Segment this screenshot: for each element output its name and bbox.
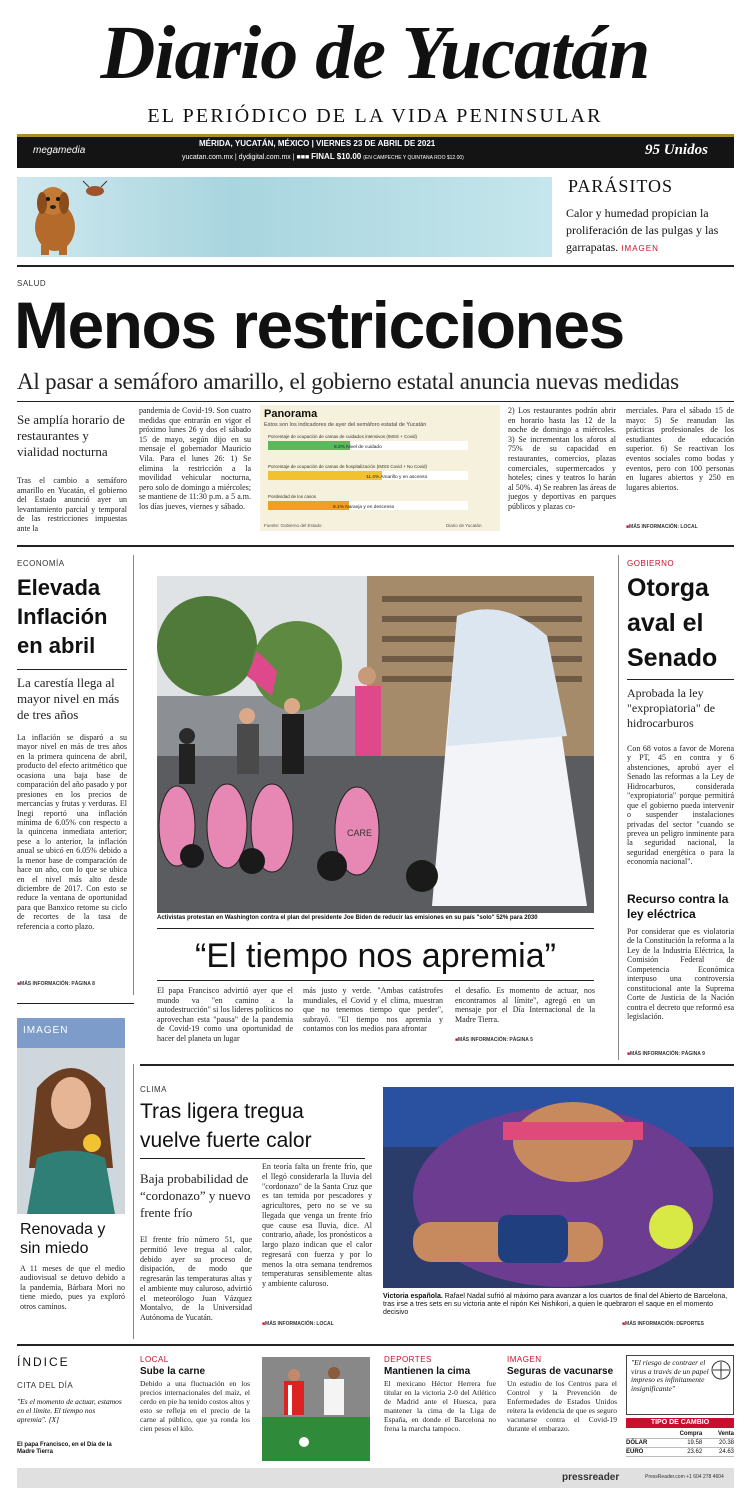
imagen-headline[interactable]: Renovada y sin miedo (20, 1221, 106, 1257)
economia-deck: La carestía llega al mayor nivel en más de tres años (17, 675, 120, 722)
sites[interactable]: yucatan.com.mx | dydigital.com.mx | (182, 154, 295, 161)
chart-value-label: 8.1% Naranja y en descenso (333, 505, 395, 510)
clima-more-link[interactable]: ■ MÁS INFORMACIÓN: LOCAL (262, 1321, 334, 1327)
sports-caption-bold: Victoria española. (383, 1293, 443, 1300)
protest-photo-illustration (157, 576, 594, 913)
local-head[interactable]: Sube la carne (140, 1366, 206, 1377)
soccer-photo[interactable] (262, 1357, 370, 1461)
climate-headline[interactable]: “El tiempo nos apremia” (195, 937, 556, 975)
panorama-chart (260, 405, 500, 531)
chart-plot (260, 431, 500, 521)
lead-col2: pandemia de Covid-19. Son cuatro medidas que entrarán en vigor el próximo lunes 26 y dos el sábado 15 de mayo, según dijo en su mensaje el gobernador Mauricio Vila. Para el lunes 26: 1) Se elimina la restricción a la movilidad vehicular nocturna, pero solo de domingo a miércoles; se mantiene de 11:30 p.m. a 5 a.m. los días jueves, viernes y sábado. (139, 406, 251, 511)
divider (17, 1344, 734, 1346)
climate-col1: El papa Francisco advirtió ayer que el mundo va "en camino a la autodestrucción" si los líderes políticos no aprovechan esta "pausa" de la pandemia de Covid-19 como una oportunidad de hacer del planeta un lugar (157, 986, 293, 1043)
fx-row (626, 1448, 734, 1457)
gobierno-kicker: GOBIERNO (627, 559, 675, 568)
pressreader-logo[interactable]: pressreader (562, 1472, 620, 1483)
fx-table (626, 1430, 734, 1457)
price-note: (EN CAMPECHE Y QUINTANA ROO $12.00) (363, 155, 464, 161)
gobierno-body2: Por considerar que es violatoria de la Constitución la reforma a la Ley de la Industria Eléctrica, la Comisión Federal de Competencia Económica interpuso una controversia constitucional ante la Suprema Corte de Justicia de la Nación contra el decreto que reformó esa legislación. (627, 927, 734, 1021)
gobierno-more-link[interactable]: ■ MÁS INFORMACIÓN: PÁGINA 9 (627, 1051, 705, 1057)
lead-col4: merciales. Para el sábado 15 de mayo: 5) Se reanudan las prácticas profesionales de los estudiantes de educación superior. 6) Se reactivan los eventos sociales como bodas y eventos, pero con 100 personas en lugares abiertos y 250 en lugares abiertos. (626, 406, 734, 492)
climate-col3: el desafío. Es momento de actuar, nos encontramos al límite", agregó en un mensaje por el Día Internacional de la Madre Tierra. (455, 986, 595, 1024)
climate-col2: más justo y verde. "Ambas catástrofes mundiales, el Covid y el clima, muestran que no tenemos tiempo que perder", subrayó. "El tiempo nos apremia y contamos con los medios para afrontar (303, 986, 443, 1034)
price: FINAL $10.00 (311, 152, 362, 161)
fx-cell: DÓLAR (626, 1440, 648, 1446)
chart-footer-right: Diario de Yucatán (446, 523, 482, 528)
masthead-bar (17, 134, 734, 168)
fx-header-row (626, 1430, 734, 1439)
tennis-photo-illustration (383, 1087, 734, 1288)
dog-icon (17, 177, 127, 257)
imagen-footer-text: Un estudio de los Centros para el Control y la Prevención de Enfermedades de Estados Unidos reitera la evidencia de que es seguro vacunarse contra el Covid-19 durante el embarazo. (507, 1379, 617, 1433)
dateline: MÉRIDA, YUCATÁN, MÉXICO | VIERNES 23 DE ABRIL DE 2021 (199, 139, 436, 148)
imagen-label: IMAGEN (23, 1025, 69, 1036)
divider (157, 928, 594, 929)
fx-cell: 24.63 (718, 1449, 734, 1455)
divider (618, 555, 619, 1060)
deportes-label: DEPORTES (384, 1355, 432, 1364)
who-logo-icon (711, 1360, 731, 1380)
chart-category-label: Porcentaje de ocupación de camas de hospitalización (IMSS Covid + No Covid) (268, 464, 427, 469)
masthead-tagline: EL PERIÓDICO DE LA VIDA PENINSULAR (147, 105, 603, 127)
chart-subtitle: Estos son los indicadores de ayer del semáforo estatal de Yucatán (264, 422, 427, 428)
climate-more-link[interactable]: ■ MÁS INFORMACIÓN: PÁGINA 5 (455, 1037, 533, 1043)
fx-cell: EURO (626, 1449, 644, 1455)
masthead-title: Diario de Yucatán (100, 11, 650, 95)
pressreader-note: PressReader.com +1 604 278 4604 (645, 1474, 724, 1480)
clima-headline[interactable]: Tras ligera tregua vuelve fuerte calor (140, 1100, 312, 1152)
divider (627, 679, 734, 680)
fx-cell: 19.58 (687, 1440, 703, 1446)
divider (17, 545, 734, 547)
imagen-footer-head[interactable]: Seguras de vacunarse (507, 1366, 614, 1377)
divider (157, 980, 594, 981)
divider (133, 555, 134, 995)
flea-icon (86, 186, 104, 196)
sports-photo[interactable] (383, 1087, 734, 1288)
megamedia-logo: megamedia (33, 145, 86, 156)
tennis-ball-icon (649, 1205, 693, 1249)
gobierno-headline[interactable]: Otorga aval el Senado (627, 574, 718, 672)
chart-title: Panorama (264, 408, 318, 420)
sports-caption (383, 1293, 734, 1317)
divider (133, 1064, 134, 1339)
economia-body: La inflación se disparó a su mayor nivel en más de tres años en la primera quincena de abril, producto del efecto aritmético que ocasiona una baja base de comparación del año pasado y por presiones en los precios de mercancías y frutas y verduras. El Inegi reportó una inflación mínima de 6.05% con respecto a la quincena inmediata anterior; pese a lo anterior, la inflación anual se ubicó en 6.05% debido a la menor base de comparación de hace un año, con lo que se ubica en el nivel más alto desde diciembre de 2017. Con esto se reduce la ventana de oportunidad para que Banxico retome su ciclo de recortes de la tasa de referencia a corto plazo. (17, 733, 127, 931)
fx-cell: Compra (679, 1431, 703, 1437)
bottom-strip (17, 1468, 734, 1488)
anniversary-badge: 95 Unidos (645, 142, 708, 158)
divider (17, 1003, 134, 1004)
fx-cell: 23.62 (687, 1449, 703, 1455)
imagen-label-box (17, 1018, 125, 1048)
fx-cell: 20.38 (718, 1440, 734, 1446)
divider (17, 669, 127, 670)
deportes-text: El mexicano Héctor Herrera fue titular en la victoria 2-0 del Atlético de Madrid ante el Huesca, para mantener la cima de la Liga de España, en donde el Barcelona no frena la marcha tampoco. (384, 1379, 496, 1433)
clima-deck: Baja probabilidad de “cordonazo” y nuevo frente frío (140, 1171, 251, 1220)
local-text: Debido a una fluctuación en los precios internacionales del maíz, el cerdo en pie ha tenido costos altos y esto se refleja en el precio de la carne al público, que ya ronda los cien pesos el kilo. (140, 1379, 250, 1433)
sports-caption-text: Rafael Nadal sufrió al máximo para avanzar a los cuartos de final del Abierto de Barcelona, tras irse a tres sets en su victoria ante el nipón Kei Nishikori, a quien le quebraron el saque en el momento decisivo (383, 1293, 728, 1317)
actress-photo-illustration (17, 1048, 125, 1214)
lead-more-link[interactable]: ■ MÁS INFORMACIÓN: LOCAL (626, 524, 698, 530)
lead-col3: 2) Los restaurantes podrán abrir en horario hasta las 12 de la noche de domingo a miércoles. 3) Se incrementan los aforos al 75% de su capacidad en restaurantes, comercios, plazas comerciales, supermercados y hoteles; cines y teatros lo harán al 50%. 4) Se reabren las áreas de juegos y deportivas en parques públicos y plazas co- (508, 406, 616, 511)
who-quote: "El riesgo de contraer el virus a través de un papel impreso es infinitamente insignificante" (631, 1358, 709, 1393)
chart-category-label: Positividad de los casos (268, 494, 317, 499)
quote-label: CITA DEL DÍA (17, 1381, 74, 1390)
exchange-rate-box (626, 1418, 734, 1462)
lead-col1: Tras el cambio a semáforo amarillo en Yucatán, el gobierno del Estado anunció ayer un levantamiento parcial y temporal de las restricciones impuestas ante la (17, 476, 127, 533)
clima-kicker: CLIMA (140, 1085, 167, 1094)
teaser-section[interactable]: IMAGEN (621, 244, 659, 253)
main-photo[interactable] (157, 576, 594, 913)
teaser-text (566, 205, 736, 257)
local-label: LOCAL (140, 1355, 169, 1364)
divider (17, 401, 734, 402)
deportes-head[interactable]: Mantienen la cima (384, 1366, 471, 1377)
lead-kicker: SALUD (17, 279, 47, 288)
fx-row (626, 1439, 734, 1448)
economia-kicker: ECONOMÍA (17, 559, 65, 568)
social-icons: ■■■ (296, 154, 310, 161)
chart-value-label: 8.2% Nivel de cuidado (334, 445, 382, 450)
teaser-body: Calor y humedad propician la proliferación de las pulgas y las garrapatas. (566, 206, 719, 254)
fx-cell: Venta (717, 1431, 734, 1437)
lead-deck: Al pasar a semáforo amarillo, el gobierno estatal anuncia nuevas medidas (17, 369, 679, 394)
chart-category-label: Porcentaje de ocupación de camas de cuidados intensivos (IMSS + Covid) (268, 434, 417, 439)
index-title: ÍNDICE (17, 1355, 70, 1369)
lead-subhead: Se amplía horario de restaurantes y vialidad nocturna (17, 412, 125, 459)
who-box (626, 1355, 734, 1415)
lead-headline[interactable]: Menos restricciones (14, 288, 624, 362)
headband (503, 1122, 643, 1140)
gobierno-subhead: Recurso contra la ley eléctrica (627, 892, 729, 921)
soccer-photo-illustration (262, 1357, 370, 1461)
main-photo-caption: Activistas protestan en Washington contra el plan del presidente Joe Biden de reducir las emisiones en su país "solo" 52% para 2030 (157, 915, 538, 921)
fx-cell (626, 1430, 670, 1438)
divider (140, 1064, 734, 1066)
chart-value-label: 11.4% Amarillo y en ascenso (366, 475, 428, 480)
economia-more-link[interactable]: ■ MÁS INFORMACIÓN: PÁGINA 8 (17, 981, 95, 987)
economia-headline[interactable]: Elevada Inflación en abril (17, 575, 108, 658)
care-sign: CARE (347, 828, 373, 838)
clima-col1: El frente frío número 51, que permitió leve tregua al calor, debido ayer su proceso de disipación, de modo que regresarán las temperaturas altas y el ambiente muy caluroso, advirtió el meteorólogo Juan Vázquez Montalvo, de la Universidad Autónoma de Yucatán. (140, 1235, 252, 1322)
quote-author: El papa Francisco, en el Día de la Madre Tierra (17, 1442, 112, 1456)
imagen-footer-label: IMAGEN (507, 1355, 542, 1364)
teaser-image (17, 177, 552, 257)
quote-text: "Es el momento de actuar, estamos en el límite. El tiempo nos apremia". [X] (17, 1397, 122, 1424)
imagen-photo[interactable] (17, 1048, 125, 1214)
clima-col2: En teoría falta un frente frío, que el llegó considerarla la lluvia del "cordonazo" de la Santa Cruz que es tan temida por pescadores y agricultores, pero no se ve su llegada que venga un frente frío que cause esa lluvia, dice. Al contrario, añade, los pronósticos a largo plazo indican que el calor regresará con fuerza y por lo menos la otra semana tendremos temperaturas sensiblemente altas y ambiente caluroso. (262, 1162, 372, 1288)
divider (17, 265, 734, 267)
divider (140, 1158, 365, 1159)
fx-title: TIPO DE CAMBIO (626, 1418, 734, 1428)
chart-bar (268, 471, 382, 480)
sports-more-link[interactable]: ■ MÁS INFORMACIÓN: DEPORTES (622, 1321, 704, 1327)
imagen-body: A 11 meses de que el medio audiovisual se detuvo debido a la pandemia, Bárbara Mori no tiene miedo, pues ya exploró otros caminos. (20, 1264, 125, 1311)
teaser-title[interactable]: PARÁSITOS (568, 176, 674, 196)
gobierno-deck: Aprobada la ley "expropiatoria" de hidrocarburos (627, 686, 716, 730)
gobierno-body: Con 68 votos a favor de Morena y PT, 45 en contra y 6 abstenciones, aprobó ayer el Senado las reformas a la Ley de Hidrocarburos, considerada "expropiatoria" porque permitirá que el gobierno pueda intervenir o suspender instalaciones privadas del sector "cuando se prevea un peligro inminente para la seguridad nacional, la seguridad energética o para la economía nacional". (627, 744, 734, 867)
sites-line (182, 152, 622, 161)
chart-footer-left: Fuente: Gobierno del Estado (264, 523, 322, 528)
